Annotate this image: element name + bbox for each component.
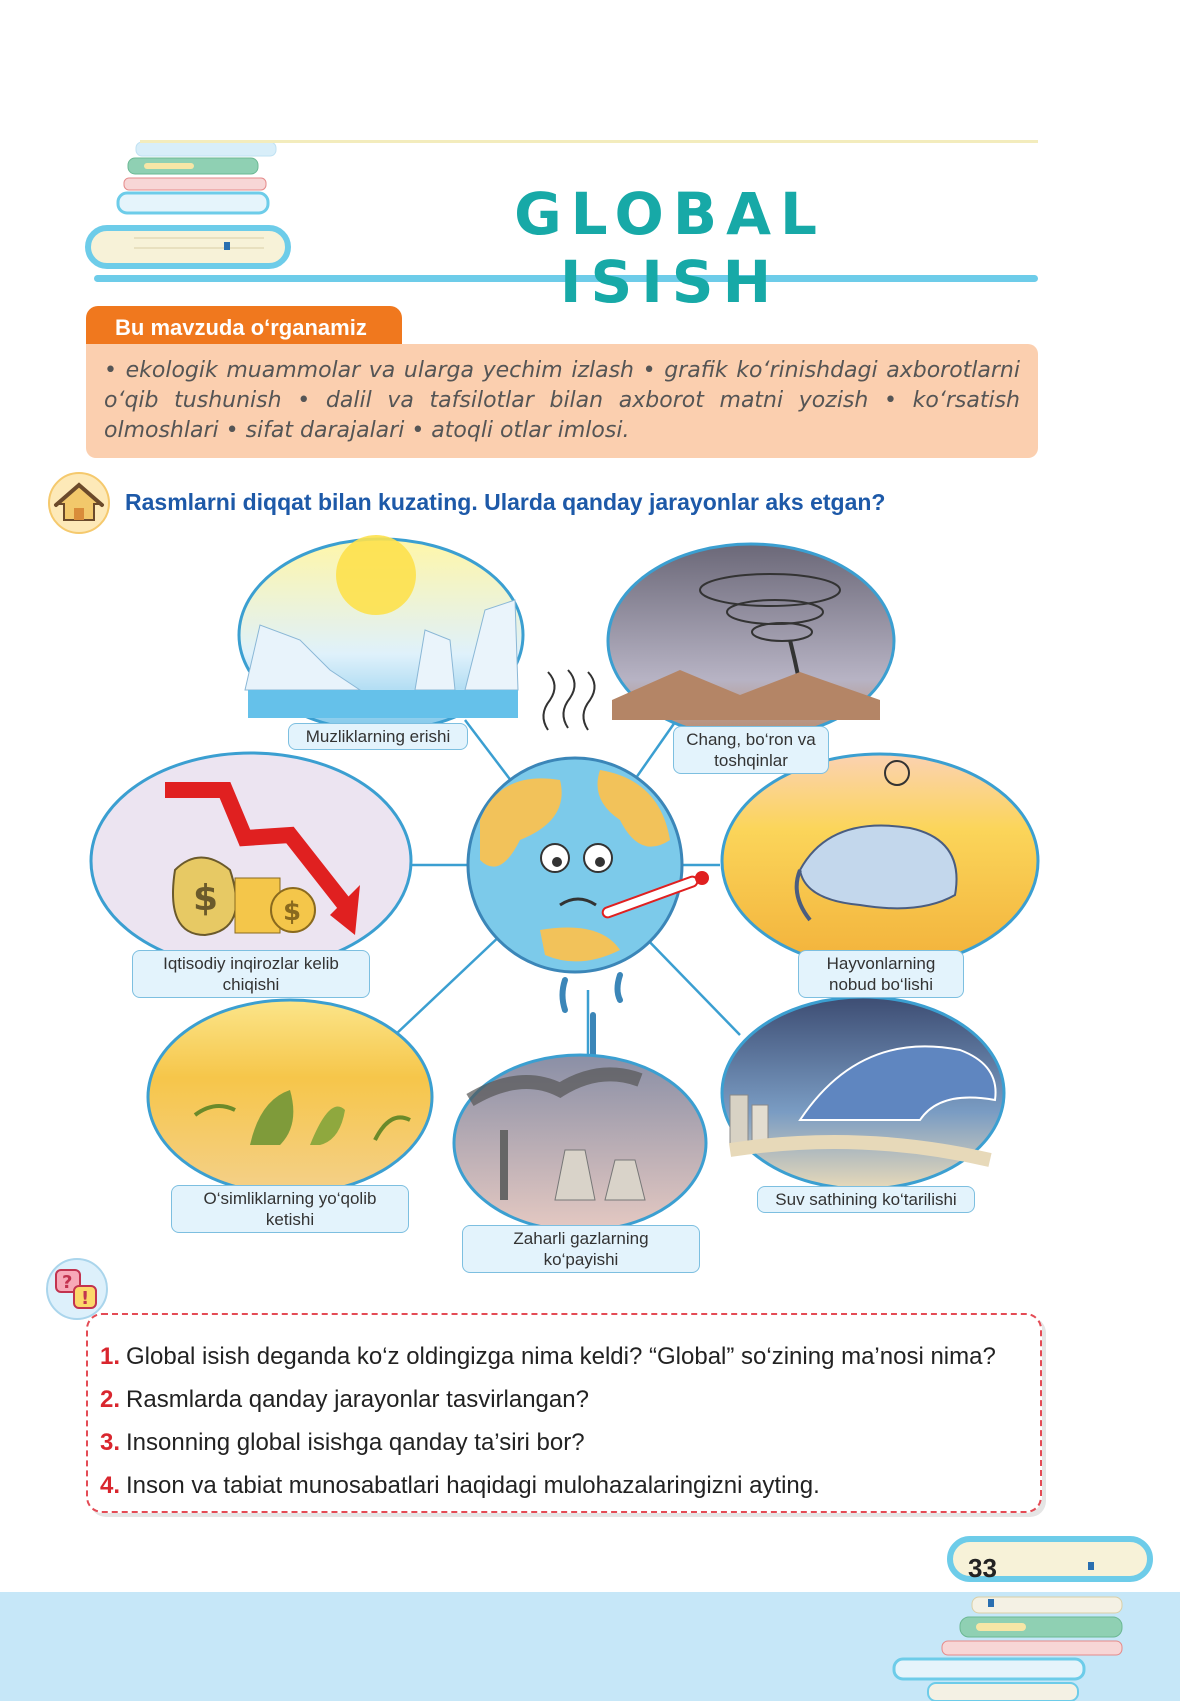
question-number: 3.	[100, 1429, 121, 1456]
question-item	[100, 1335, 1040, 1378]
label-gases	[462, 1225, 700, 1273]
label-glaciers	[288, 723, 468, 750]
instruction-text: Rasmlarni diqqat bilan kuzating. Ularda qanday jarayonlar aks etgan?	[125, 489, 886, 515]
question-item	[100, 1378, 1040, 1421]
questions-box	[86, 1313, 1042, 1513]
label-economy-line2: chiqishi	[222, 975, 280, 994]
label-economy-line1: Iqtisodiy inqirozlar kelib	[163, 954, 339, 973]
question-item	[100, 1464, 1040, 1507]
label-plants-line1: O‘simliklarning yo‘qolib	[203, 1189, 377, 1208]
svg-text:$: $	[193, 878, 219, 919]
svg-text:$: $	[283, 897, 302, 927]
question-text: Global isish deganda ko‘z oldingizga nima keldi? “Global” so‘zining ma’nosi nima?	[126, 1343, 996, 1370]
question-item	[100, 1421, 1040, 1464]
svg-text:!: !	[81, 1288, 90, 1309]
page-number: 33	[968, 1553, 997, 1583]
economy-scene	[91, 753, 411, 969]
label-storm	[673, 726, 829, 774]
label-plants-line2: ketishi	[265, 1210, 315, 1229]
factory-scene	[454, 1055, 706, 1231]
glacier-scene	[239, 535, 523, 731]
label-plants	[171, 1185, 409, 1233]
footer-book-stack-icon	[890, 1535, 1180, 1701]
label-sea-level	[757, 1186, 975, 1213]
lesson-goals-text: • ekologik muammolar va ularga yechim izlash • grafik ko‘rinishdagi axborotlarni o‘qib tushunish • dalil va tafsilotlar bilan axborot matni yozish • ko‘rsatish olmoshlari • sifat darajalari • atoqli otlar imlosi.	[86, 344, 1038, 458]
label-animals-line2: nobud bo‘lishi	[829, 975, 933, 994]
label-gases-line2: ko‘payishi	[543, 1250, 619, 1269]
sea-level-scene	[722, 997, 1004, 1189]
label-sea-level-text: Suv sathining ko‘tarilishi	[775, 1190, 957, 1209]
label-storm-line1: Chang, bo‘ron va	[686, 730, 816, 749]
label-economy	[132, 950, 370, 998]
plant-scene	[148, 1000, 432, 1194]
question-text: Inson va tabiat munosabatlari haqidagi mulohazalaringizni ayting.	[126, 1472, 820, 1499]
label-gases-line1: Zaharli gazlarning	[513, 1229, 649, 1248]
question-text: Rasmlarda qanday jarayonlar tasvirlangan?	[126, 1386, 589, 1413]
svg-text:?: ?	[62, 1272, 73, 1293]
question-number: 4.	[100, 1472, 121, 1499]
label-animals-line1: Hayvonlarning	[826, 954, 936, 973]
page-title: GLOBAL ISISH	[514, 180, 826, 316]
question-text: Insonning global isishga qanday ta’siri bor?	[126, 1429, 585, 1456]
animal-scene	[722, 754, 1038, 968]
label-storm-line2: toshqinlar	[714, 751, 788, 770]
lesson-goals-heading: Bu mavzuda o‘rganamiz	[86, 306, 402, 346]
question-number: 2.	[100, 1386, 121, 1413]
question-number: 1.	[100, 1343, 121, 1370]
label-animals	[798, 950, 964, 998]
storm-scene	[608, 544, 894, 738]
question-icon	[46, 1258, 108, 1320]
label-glaciers-text: Muzliklarning erishi	[305, 727, 451, 746]
